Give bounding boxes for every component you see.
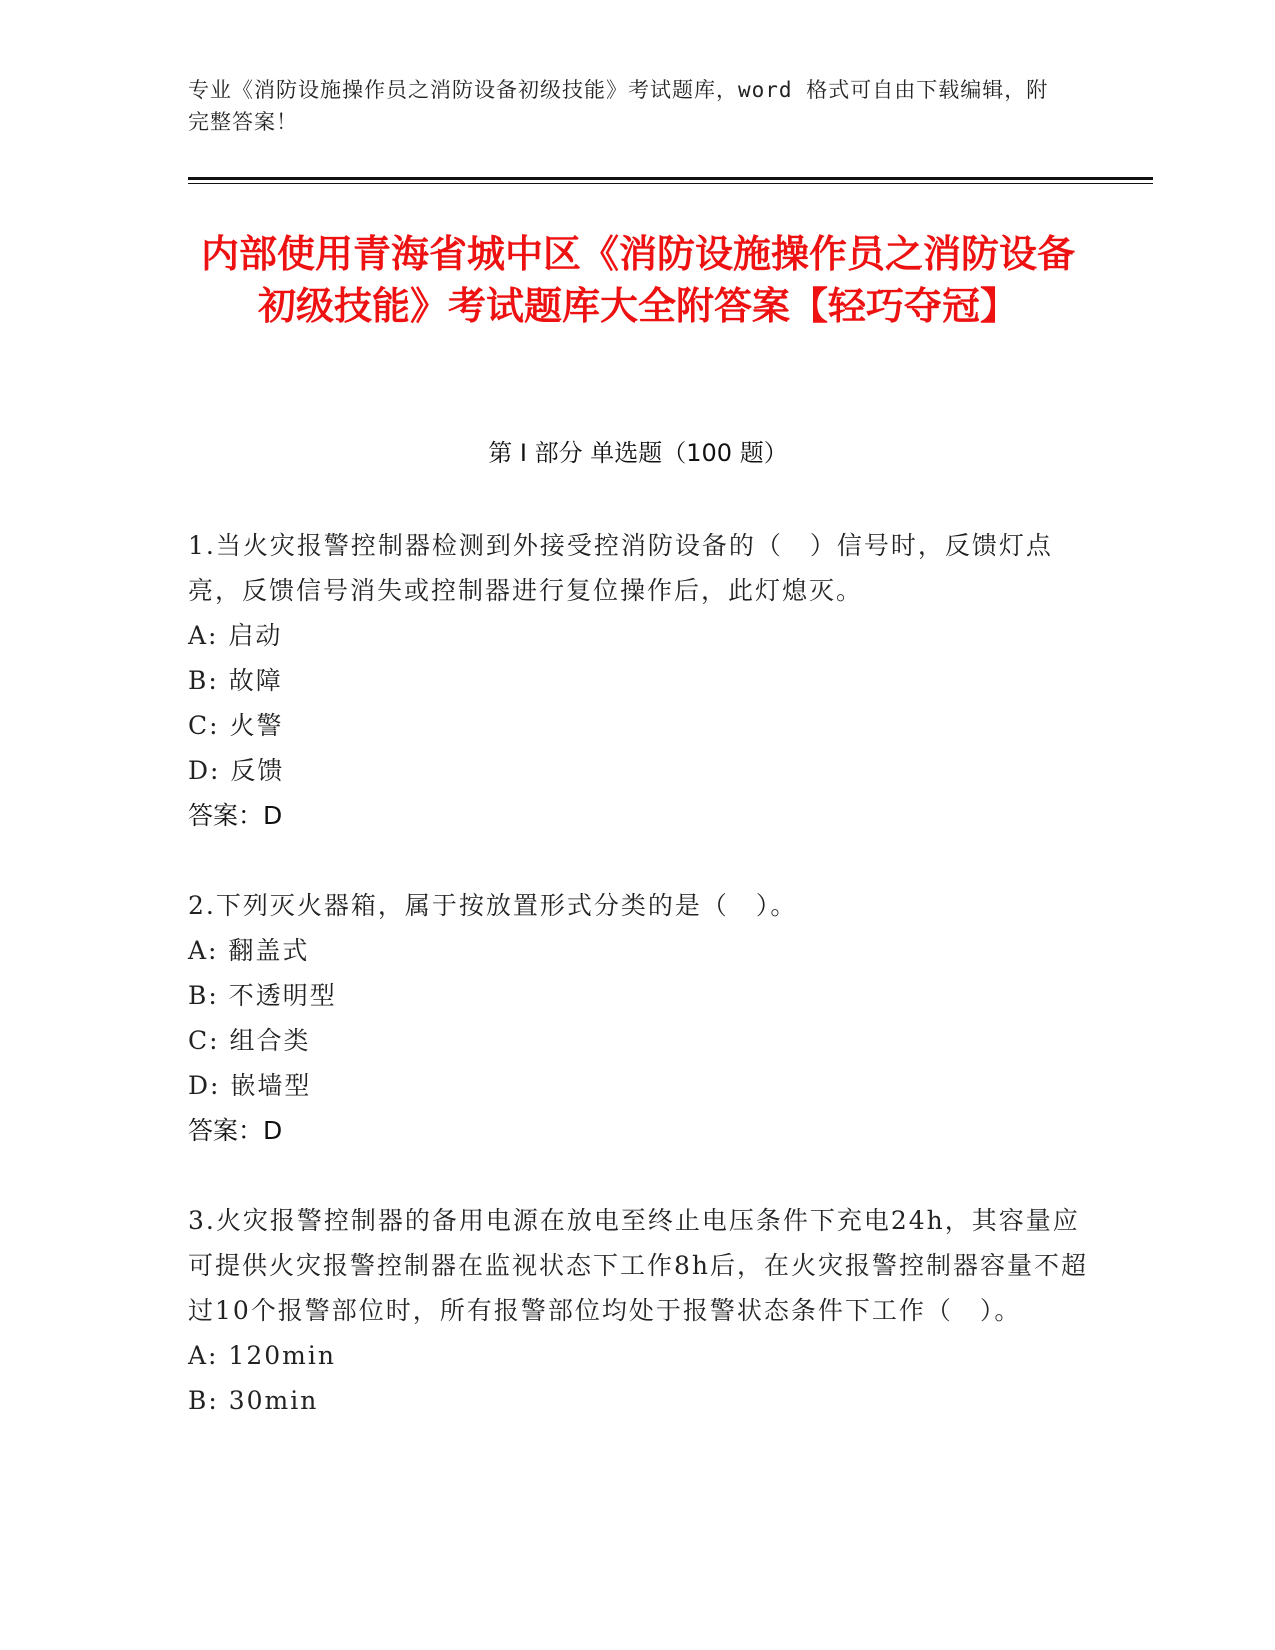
answer: 答案：D xyxy=(188,801,283,830)
question-stem: 2.下列灭火器箱，属于按放置形式分类的是（ ）。 xyxy=(188,891,798,920)
answer: 答案：D xyxy=(188,1116,283,1145)
option-b: B: 不透明型 xyxy=(188,981,337,1010)
option-c: C: 火警 xyxy=(188,711,284,740)
question-2 xyxy=(188,883,1088,1153)
header-note: 专业《消防设施操作员之消防设备初级技能》考试题库，word 格式可自由下载编辑，附完整答案！ xyxy=(188,78,1049,134)
option-a: A: 翻盖式 xyxy=(188,936,310,965)
header-divider-thin xyxy=(188,183,1153,184)
option-c: C: 组合类 xyxy=(188,1026,311,1055)
question-stem: 3.火灾报警控制器的备用电源在放电至终止电压条件下充电24h，其容量应可提供火灾报警控制器在监视状态下工作8h后，在火灾报警控制器容量不超过10个报警部位时，所有报警部位均处于报警状态条件下工作（ ）。 xyxy=(188,1206,1089,1325)
question-stem: 1.当火灾报警控制器检测到外接受控消防设备的（ ）信号时，反馈灯点亮，反馈信号消失或控制器进行复位操作后，此灯熄灭。 xyxy=(188,531,1053,605)
document-title: 内部使用青海省城中区《消防设施操作员之消防设备初级技能》考试题库大全附答案【轻巧夺冠】 xyxy=(200,232,1075,328)
option-a: A: 120min xyxy=(188,1341,336,1370)
question-1 xyxy=(188,523,1088,838)
option-d: D: 嵌墙型 xyxy=(188,1071,312,1100)
option-b: B: 故障 xyxy=(188,666,283,695)
question-3 xyxy=(188,1198,1088,1423)
option-b: B: 30min xyxy=(188,1386,319,1415)
header-divider-thick xyxy=(188,177,1153,180)
option-a: A: 启动 xyxy=(188,621,283,650)
option-d: D: 反馈 xyxy=(188,756,285,785)
section-title: 第 I 部分 单选题（100 题） xyxy=(488,439,788,467)
